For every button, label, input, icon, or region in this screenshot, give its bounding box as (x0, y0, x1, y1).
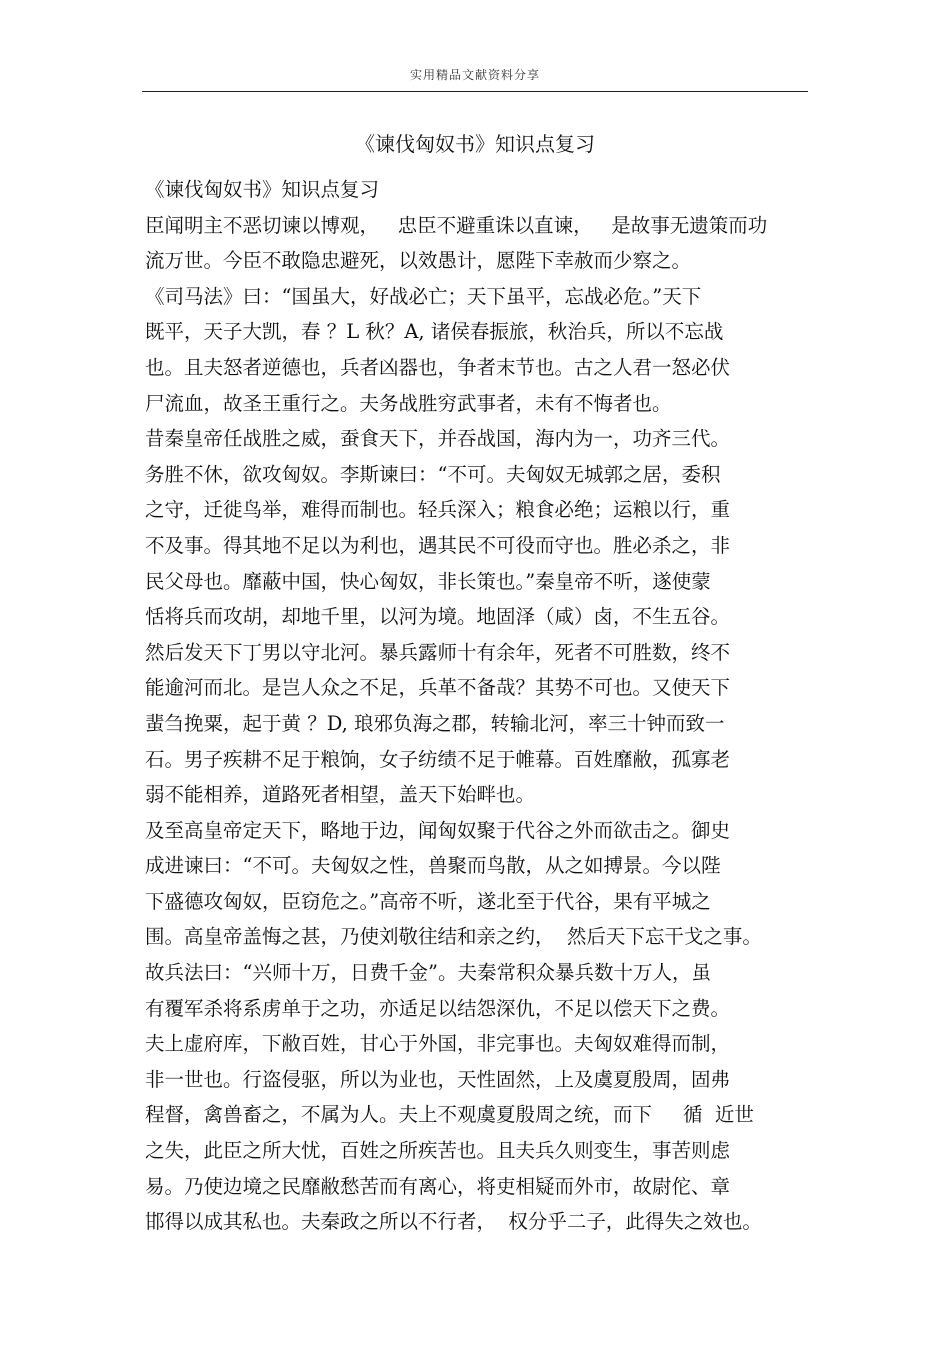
text-line: 故兵法曰：“兴师十万，日费千金”。夫秦常积众暴兵数十万人，虽 (145, 961, 711, 985)
text-line: 有覆军杀将系虏单于之功，亦适足以结怨深仇，不足以偿天下之费。 (145, 996, 731, 1020)
text-line: 之守，迁徙鸟举，难得而制也。轻兵深入；粮食必绝；运粮以行，重 (145, 498, 731, 522)
text-line: 务胜不休，欲攻匈奴。李斯谏曰：“不可。夫匈奴无城郭之居，委积 (145, 462, 721, 486)
header-divider (142, 91, 808, 92)
text-line: 《谏伐匈奴书》知识点复习 (145, 178, 380, 201)
text-line: 能逾河而北。是岂人众之不足，兵革不备哉？其势不可也。又使天下 (145, 676, 731, 700)
text-line: 既平，天子大凯，春 ？L 秋？A, 诸侯春振旅，秋治兵，所以不忘战 (145, 320, 724, 344)
text-line: 程督，禽兽畜之，不属为人。夫上不观虞夏殷周之统，而下 循 近世 (145, 1103, 754, 1127)
text-line: 非一世也。行盗侵驱，所以为业也，天性固然，上及虞夏殷周，固弗 (145, 1067, 731, 1091)
text-line: 成进谏曰：“不可。夫匈奴之性，兽聚而鸟散，从之如搏景。今以陛 (145, 854, 721, 878)
text-line: 民父母也。靡蔽中国，快心匈奴，非长策也。”秦皇帝不听，遂使蒙 (145, 569, 711, 593)
text-line: 夫上虚府库，下敝百姓，甘心于外国，非完事也。夫匈奴难得而制， (145, 1032, 731, 1056)
text-line: 下盛德攻匈奴，臣窃危之。”高帝不听，遂北至于代谷，果有平城之 (145, 889, 711, 913)
text-line: 臣闻明主不恶切谏以博观， 忠臣不避重诛以直谏， 是故事无遗策而功 (145, 213, 768, 237)
text-line: 也。且夫怒者逆德也，兵者凶器也，争者末节也。古之人君一怒必伏 (145, 355, 731, 379)
text-line: 流万世。今臣不敢隐忠避死，以效愚计，愿陛下幸赦而少察之。 (145, 249, 692, 273)
text-line: 尸流血，故圣王重行之。夫务战胜穷武事者，未有不悔者也。 (145, 391, 672, 415)
document-body (145, 172, 825, 1240)
document-title: 《谏伐匈奴书》知识点复习 (355, 132, 595, 156)
text-line: 昔秦皇帝任战胜之威，蚕食天下，并吞战国，海内为一，功齐三代。 (145, 427, 731, 451)
page-header: 实用精品文献资料分享 (409, 68, 540, 82)
text-line: 然后发天下丁男以守北河。暴兵露师十有余年，死者不可胜数，终不 (145, 640, 731, 664)
text-line: 围。高皇帝盖悔之甚，乃使刘敬往结和亲之约， 然后天下忘干戈之事。 (145, 925, 762, 949)
text-line: 蜚刍挽粟，起于黄 ？D, 琅邪负海之郡，转输北河，率三十钟而致一 (145, 711, 725, 735)
text-line: 恬将兵而攻胡，却地千里，以河为境。地固泽（咸）卤，不生五谷。 (145, 605, 731, 629)
text-line: 不及事。得其地不足以为利也，遇其民不可役而守也。胜必杀之，非 (145, 533, 731, 557)
text-line: 弱不能相养，道路死者相望，盖天下始畔也。 (145, 783, 536, 807)
text-line: 《司马法》曰：“国虽大，好战必亡；天下虽平，忘战必危。”天下 (145, 284, 702, 308)
text-line: 及至高皇帝定天下，略地于边，闻匈奴聚于代谷之外而欲击之。御史 (145, 818, 731, 842)
text-line: 之失，此臣之所大忧，百姓之所疾苦也。且夫兵久则变生，事苦则虑 (145, 1139, 731, 1163)
text-line: 易。乃使边境之民靡敝愁苦而有离心，将吏相疑而外市，故尉佗、章 (145, 1174, 731, 1198)
text-line: 石。男子疾耕不足于粮饷，女子纺绩不足于帷幕。百姓靡敝，孤寡老 (145, 747, 731, 771)
text-line: 邯得以成其私也。夫秦政之所以不行者， 权分乎二子，此得失之效也。 (145, 1210, 762, 1234)
